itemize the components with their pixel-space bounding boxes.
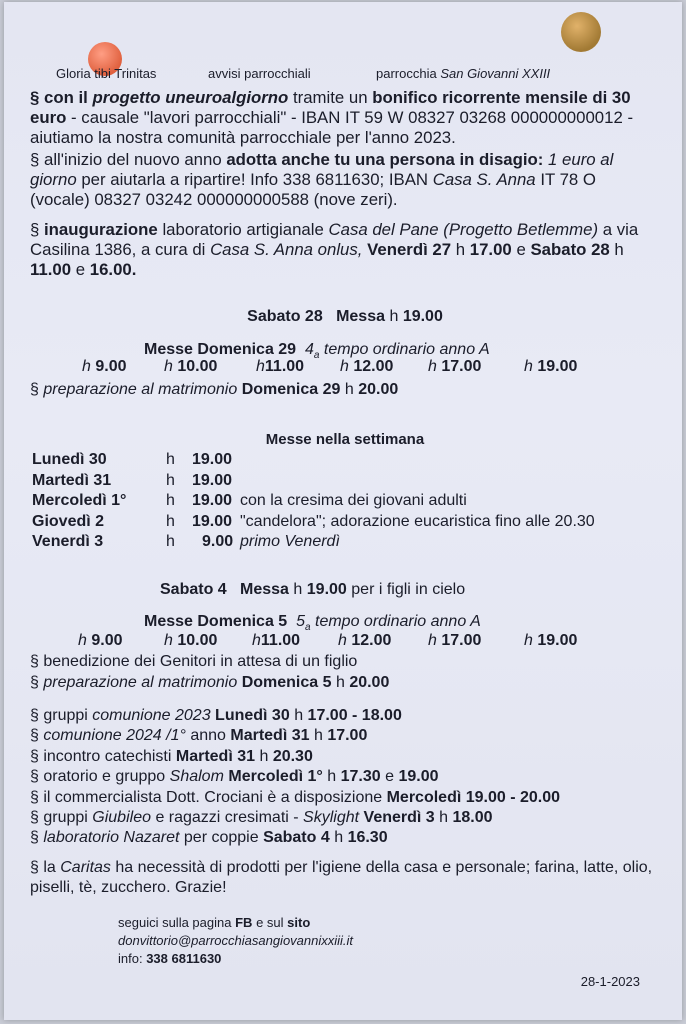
intro-paragraph-1: § con il progetto uneuroalgiorno tramite un bonifico ricorrente mensile di 30 euro - causale "lavori parrocchiali" - IBAN IT 59 W 08327 03268 000000000012 - aiutiamo la nostra comunità parrocchiale per l'anno 2023. bbox=[30, 88, 634, 147]
mass-time: h 9.00 bbox=[82, 358, 127, 375]
mass-time: h 17.00 bbox=[428, 358, 482, 375]
header-parish: parrocchia San Giovanni XXIII bbox=[376, 66, 551, 81]
week-title: Messe nella settimana bbox=[265, 431, 425, 448]
list-item: § oratorio e gruppo Shalom Mercoledì 1° h 17.30 e 19.00 bbox=[30, 768, 439, 786]
sunday-29-wedding-prep: § preparazione al matrimonio Domenica 29 h 20.00 bbox=[30, 381, 399, 398]
saturday-4-mass: Sabato 4 Messa h 19.00 per i figli in cielo bbox=[160, 581, 466, 598]
mass-time: h11.00 bbox=[252, 632, 301, 649]
week-schedule bbox=[32, 450, 672, 553]
notice-sheet bbox=[4, 2, 682, 1020]
mass-time: h 19.00 bbox=[524, 632, 578, 649]
mass-time: h11.00 bbox=[256, 358, 305, 375]
caritas-notice: § la Caritas ha necessità di prodotti per l'igiene della casa e personale; farina, latte, olio, piselli, tè, zucchero. Grazie! bbox=[30, 859, 653, 896]
footer-social: seguici sulla pagina FB e sul sito bbox=[118, 915, 311, 930]
gold-pushpin-icon bbox=[561, 12, 601, 52]
week-row: Mercoledì 1° h 19.00 con la cresima dei giovani adulti bbox=[32, 492, 467, 509]
notice-date: 28-1-2023 bbox=[580, 974, 640, 989]
groups-list bbox=[30, 706, 560, 849]
week-row: Venerdì 3 h 9.00 primo Venerdì bbox=[32, 533, 340, 550]
week-row: Lunedì 30 h 19.00 bbox=[32, 451, 233, 468]
mass-time: h 9.00 bbox=[78, 632, 123, 649]
list-item: § il commercialista Dott. Crociani è a disposizione Mercoledì 19.00 - 20.00 bbox=[30, 788, 561, 806]
mass-time: h 17.00 bbox=[428, 632, 482, 649]
list-item: § laboratorio Nazaret per coppie Sabato 4 h 16.30 bbox=[30, 829, 388, 847]
list-item: § gruppi Giubileo e ragazzi cresimati - Skylight Venerdì 3 h 18.00 bbox=[30, 809, 493, 827]
mass-time: h 10.00 bbox=[164, 358, 218, 375]
sunday-29-title: Messe Domenica 29 $4_a$ tempo ordinario anno A bbox=[144, 341, 490, 362]
mass-time: h 12.00 bbox=[340, 358, 394, 375]
mass-time: h 19.00 bbox=[524, 358, 578, 375]
footer-contacts bbox=[118, 914, 353, 968]
list-item: § comunione 2024 /1° anno Martedì 31 h 17.00 bbox=[30, 727, 368, 745]
mass-time: h 12.00 bbox=[338, 632, 392, 649]
week-row: Giovedì 2 h 19.00 "candelora"; adorazione eucaristica fino alle 20.30 bbox=[32, 512, 595, 530]
footer-phone: info: 338 6811630 bbox=[118, 951, 222, 966]
saturday-28-mass: Sabato 28 Messa h 19.00 bbox=[247, 308, 443, 325]
footer-email[interactable]: donvittorio@parrocchiasangiovannixxiii.it bbox=[118, 933, 354, 948]
list-item: § gruppi comunione 2023 Lunedì 30 h 17.00 - 18.00 bbox=[30, 707, 402, 724]
sunday-5-blessing: § benedizione dei Genitori in attesa di un figlio bbox=[30, 653, 358, 670]
list-item: § incontro catechisti Martedì 31 h 20.30 bbox=[30, 747, 313, 765]
week-row: Martedì 31 h 19.00 bbox=[32, 471, 233, 489]
header-title: avvisi parrocchiali bbox=[208, 66, 311, 81]
sunday-5-title: Messe Domenica 5 $5_a$ tempo ordinario anno A bbox=[144, 613, 481, 634]
sunday-5-wedding-prep: § preparazione al matrimonio Domenica 5 h 20.00 bbox=[30, 674, 390, 691]
mass-time: h 10.00 bbox=[164, 632, 218, 649]
inauguration-notice: § inaugurazione laboratorio artigianale Casa del Pane (Progetto Betlemme) a via Casilina 1386, a cura di Casa S. Anna onlus, Venerdì 27 h 17.00 e Sabato 28 h 11.00 e 16.00. bbox=[30, 220, 639, 279]
intro-paragraph-2: § all'inizio del nuovo anno adotta anche tu una persona in disagio: 1 euro al giorno per aiutarla a ripartire! Info 338 6811630; IBAN Casa S. Anna IT 78 O (vocale) 08327 03242 000000000588 (nove zeri). bbox=[30, 150, 614, 209]
header-motto: Gloria tibi Trinitas bbox=[56, 66, 157, 81]
